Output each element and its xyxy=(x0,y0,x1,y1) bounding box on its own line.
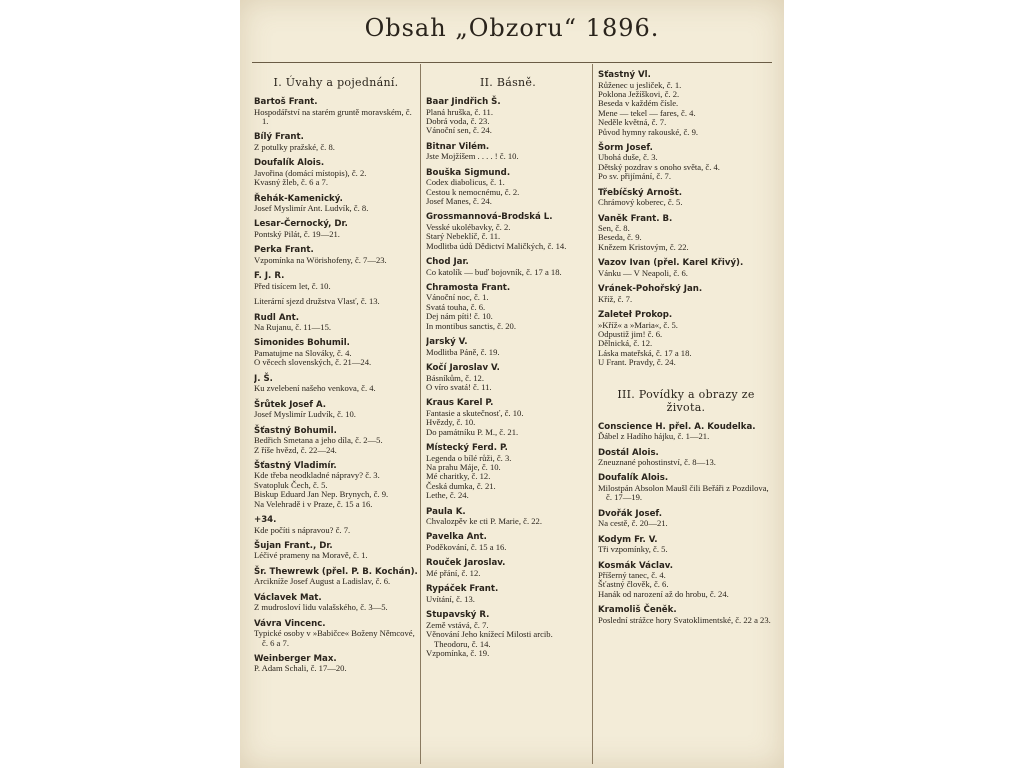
index-entry xyxy=(254,245,418,265)
entry-author: Simonides Bohumil. xyxy=(254,338,350,349)
index-entry xyxy=(598,473,774,502)
index-entry xyxy=(426,398,590,437)
entry-work: Růženec u jesliček, č. 1. xyxy=(598,79,682,90)
entry-work: Hanák od narození až do hrobu, č. 24. xyxy=(598,588,729,599)
entry-work: Vánku — V Neapoli, č. 6. xyxy=(598,267,688,278)
entry-work: Biskup Eduard Jan Nep. Brynych, č. 9. xyxy=(254,489,389,500)
entry-work: Vzpomínka na Wörishofeny, č. 7—23. xyxy=(254,254,387,265)
entry-author: Kočí Jaroslav V. xyxy=(426,363,500,373)
entry-author: Šr. Thewrewk (přel. P. B. Kochán). xyxy=(254,566,418,577)
entry-work: Česká dumka, č. 21. xyxy=(426,480,496,491)
entry-author: Paula K. xyxy=(426,506,466,517)
entry-work: Odpustiž jim! č. 6. xyxy=(598,329,663,339)
entry-work: Vesské ukolébavky, č. 2. xyxy=(426,221,511,232)
entry-work: Na Velehradě i v Praze, č. 15 a 16. xyxy=(254,498,373,509)
entry-author: Kraus Karel P. xyxy=(426,398,494,409)
entry-work: Modlitba Páně, č. 19. xyxy=(426,346,500,357)
entry-work: Poslední strážce hory Svatoklimentské, č. 22 a 23. xyxy=(598,614,771,625)
index-entry xyxy=(426,558,590,578)
index-entry xyxy=(598,284,774,304)
index-entry xyxy=(254,567,418,587)
entry-work: O víro svatá! č. 11. xyxy=(426,381,492,392)
entry-work: Vánoční sen, č. 24. xyxy=(426,125,492,136)
entry-work: Po sv. přijímání, č. 7. xyxy=(598,171,671,182)
entry-work: Cestou k nemocnému, č. 2. xyxy=(426,186,520,197)
entry-work: Josef Myslimír Ant. Ludvík, č. 8. xyxy=(254,203,369,214)
entry-work: »Kříž« a »Maria«, č. 5. xyxy=(598,319,678,330)
entry-work: Svatopluk Čech, č. 5. xyxy=(254,479,328,490)
entry-work: Dobrá voda, č. 23. xyxy=(426,115,490,126)
entry-author: Stupavský R. xyxy=(426,610,490,621)
index-entry xyxy=(426,257,590,277)
index-entry xyxy=(426,507,590,527)
entry-work: Z mudrosloví lidu valašského, č. 3—5. xyxy=(254,602,388,613)
entry-work: Modlitba údů Dědictví Maličkých, č. 14. xyxy=(426,240,567,251)
entry-work: Chvalozpěv ke cti P. Marie, č. 22. xyxy=(426,516,542,527)
entry-author: Weinberger Max. xyxy=(254,653,337,664)
entry-work: Dej nám píti! č. 10. xyxy=(426,311,493,322)
entry-author: Baar Jindřich Š. xyxy=(426,97,501,107)
entry-work: Beseda, č. 9. xyxy=(598,232,642,243)
entry-work: Zneuznané pohostinství, č. 8—13. xyxy=(598,457,716,468)
entry-work: Vánoční noc, č. 1. xyxy=(426,292,489,303)
entry-work: Na Rujanu, č. 11—15. xyxy=(254,322,332,333)
entry-work: U Frant. Pravdy, č. 24. xyxy=(598,357,676,368)
entry-work: Dětský pozdrav s onoho světa, č. 4. xyxy=(598,161,720,172)
entry-author: J. Š. xyxy=(254,373,273,384)
section-heading: III. Povídky a obrazy ze života. xyxy=(617,387,755,414)
entry-work: Kvasný žleb, č. 6 a 7. xyxy=(254,177,328,188)
entry-author: Rouček Jaroslav. xyxy=(426,558,506,569)
entry-work: Dělnická, č. 12. xyxy=(598,338,653,349)
entry-work: Z říše hvězd, č. 22—24. xyxy=(254,444,337,455)
entry-author: Kodym Fr. V. xyxy=(598,534,658,545)
entry-author: Šujan Frant., Dr. xyxy=(254,540,333,551)
entry-work: Léčivé prameny na Moravě, č. 1. xyxy=(254,550,368,561)
entry-work: Mé charitky, č. 12. xyxy=(426,471,491,482)
index-entry xyxy=(598,561,774,600)
entry-work: Před tisícem let, č. 10. xyxy=(254,280,331,291)
index-entry xyxy=(598,422,774,442)
entry-work: O věcech slovenských, č. 21—24. xyxy=(254,357,372,368)
index-entry xyxy=(598,214,774,253)
entry-work: Legenda o bílé růži, č. 3. xyxy=(426,452,512,463)
entry-author: Perka Frant. xyxy=(254,245,314,256)
index-entry xyxy=(598,310,774,368)
column-3 xyxy=(598,70,774,760)
index-entry xyxy=(426,212,590,251)
entry-work: Poklona Ježíškovi, č. 2. xyxy=(598,88,680,99)
entry-work: Básníkům, č. 12. xyxy=(426,372,485,383)
document-page xyxy=(240,0,784,768)
index-entry xyxy=(254,338,418,367)
entry-work: Codex diabolicus, č. 1. xyxy=(426,177,505,188)
index-entry xyxy=(426,363,590,392)
entry-work: Josef Myslimír Ludvík, č. 10. xyxy=(254,409,356,420)
entry-work: Poděkování, č. 15 a 16. xyxy=(426,541,507,552)
index-entry xyxy=(426,283,590,331)
index-entry xyxy=(254,194,418,214)
entry-work: Země vstává, č. 7. xyxy=(426,619,489,630)
entry-author: Místecký Ferd. P. xyxy=(426,443,508,454)
entry-work: Milostpán Absolon Maušl čili Beřáři z Pozdilova, č. 17—19. xyxy=(598,482,769,503)
entry-work: Uvítání, č. 13. xyxy=(426,593,475,604)
entry-work: Na cestě, č. 20—21. xyxy=(598,518,668,529)
entry-work: Svatá touha, č. 6. xyxy=(426,301,486,312)
index-entry xyxy=(254,374,418,394)
entry-work: Starý Nebeklíč, č. 11. xyxy=(426,231,501,242)
section-heading: II. Básně. xyxy=(479,76,537,89)
index-entry xyxy=(254,400,418,420)
entry-work: In montibus sanctis, č. 20. xyxy=(426,320,516,331)
entry-author: Šrůtek Josef A. xyxy=(254,399,327,410)
column-divider xyxy=(592,64,593,764)
index-entry xyxy=(254,132,418,152)
entry-work: Kříž, č. 7. xyxy=(598,293,633,304)
entry-author: Vaněk Frant. B. xyxy=(598,213,673,224)
entry-author: Jarský V. xyxy=(426,337,468,348)
entry-work: Neděle květná, č. 7. xyxy=(598,117,667,128)
entry-author: Vránek-Pohořský Jan. xyxy=(598,284,703,295)
index-entry xyxy=(254,541,418,561)
entry-work: Planá hruška, č. 11. xyxy=(426,106,493,117)
entry-author: Chramosta Frant. xyxy=(426,282,511,293)
entry-work: Vzpomínka, č. 19. xyxy=(426,647,490,658)
index-entry xyxy=(426,142,590,162)
entry-work: Tři vzpomínky, č. 5. xyxy=(598,544,668,555)
entry-work: Typické osoby v »Babičce« Boženy Němcové, č. 6 a 7. xyxy=(254,628,415,648)
index-entry xyxy=(426,97,590,136)
entry-work: P. Adam Schali, č. 17—20. xyxy=(254,663,347,674)
entry-work: Lethe, č. 24. xyxy=(426,490,469,501)
entry-work: Mene — tekel — fares, č. 4. xyxy=(598,107,696,118)
entry-work: Pamatujme na Slováky, č. 4. xyxy=(254,347,352,358)
column-1 xyxy=(254,70,418,760)
entry-work: Arcikníže Josef August a Ladislav, č. 6. xyxy=(254,576,391,587)
entry-author: Lesar-Černocký, Dr. xyxy=(254,219,348,230)
entry-work: Josef Manes, č. 24. xyxy=(426,195,492,206)
entry-work: Ubohá duše, č. 3. xyxy=(598,152,658,163)
index-entry xyxy=(254,97,418,126)
entry-work: Ďábel z Hadího hájku, č. 1—21. xyxy=(598,431,710,442)
index-entry xyxy=(254,158,418,187)
index-entry xyxy=(426,584,590,604)
entry-author: Vazov Ivan (přel. Karel Křivý). xyxy=(598,258,744,269)
column-divider xyxy=(420,64,421,764)
entry-author: Grossmannová-Brodská L. xyxy=(426,212,553,223)
index-entry xyxy=(254,219,418,239)
entry-author: Dvořák Josef. xyxy=(598,508,662,519)
entry-work: Co katolík — buď bojovník, č. 17 a 18. xyxy=(426,266,562,277)
entry-work: Kde třeba neodkladné nápravy? č. 3. xyxy=(254,470,380,481)
entry-work: Fantasie a skutečnosť, č. 10. xyxy=(426,407,524,418)
entry-author: Bílý Frant. xyxy=(254,132,304,143)
section-heading: I. Úvahy a pojednání. xyxy=(273,76,399,89)
index-entry xyxy=(426,168,590,207)
entry-work: Jste Mojžíšem . . . . ! č. 10. xyxy=(426,151,519,162)
entry-work: Beseda v každém čísle. xyxy=(598,98,679,109)
entry-author: Kramoliš Čeněk. xyxy=(598,605,677,616)
entry-work: Kde počíti s nápravou? č. 7. xyxy=(254,524,351,535)
entry-author: Rudl Ant. xyxy=(254,312,299,323)
index-entry xyxy=(254,461,418,509)
index-entry xyxy=(426,610,590,658)
index-entry xyxy=(598,188,774,208)
index-entry xyxy=(426,532,590,552)
title-rule xyxy=(252,62,772,63)
entry-author: F. J. R. xyxy=(254,271,285,282)
entry-work: Do památníku P. M., č. 21. xyxy=(426,426,519,437)
index-entry xyxy=(598,605,774,625)
entry-work: Sen, č. 8. xyxy=(598,223,630,234)
entry-work: Věnování Jeho knížecí Milosti arcib. Theodoru, č. 14. xyxy=(426,629,553,649)
entry-work: Hvězdy, č. 10. xyxy=(426,417,476,428)
index-entry xyxy=(254,593,418,613)
entry-work: Knězem Kristovým, č. 22. xyxy=(598,241,689,252)
index-entry xyxy=(254,426,418,455)
entry-work: Javořina (domácí místopis), č. 2. xyxy=(254,167,367,178)
entry-author: Chod Jar. xyxy=(426,257,469,268)
entry-author: Pavelka Ant. xyxy=(426,532,487,543)
entry-work: Hospodářství na starém gruntě moravském, č. 1. xyxy=(254,106,412,126)
entry-author: Doufalík Alois. xyxy=(598,473,669,484)
entry-author: Vávra Vincenc. xyxy=(254,618,326,629)
entry-author: Šťastný Bohumil. xyxy=(254,425,337,436)
index-entry xyxy=(254,654,418,674)
document-title: Obsah „Obzoru“ 1896. xyxy=(364,14,660,42)
entry-author: Kosmák Václav. xyxy=(598,560,673,571)
entry-work: Pontský Pilát, č. 19—21. xyxy=(254,228,340,239)
entry-work: Příšerný tanec, č. 4. xyxy=(598,570,666,581)
entry-author: Václavek Mat. xyxy=(254,592,322,603)
entry-author: Bouška Sigmund. xyxy=(426,167,511,178)
entry-work: Původ hymny rakouské, č. 9. xyxy=(598,126,699,137)
entry-author: Dostál Alois. xyxy=(598,447,659,458)
index-entry xyxy=(598,448,774,468)
entry-author: +34. xyxy=(254,515,277,526)
entry-work: Šťastný člověk, č. 6. xyxy=(598,579,669,590)
index-entry xyxy=(254,271,418,291)
entry-work: Bedřich Smetana a jeho díla, č. 2—5. xyxy=(254,435,383,446)
index-entry xyxy=(426,337,590,357)
entry-work: Na prahu Máje, č. 10. xyxy=(426,461,501,472)
index-entry xyxy=(598,509,774,529)
entry-author: Třebíčský Arnošt. xyxy=(598,187,682,198)
index-entry xyxy=(254,619,418,648)
index-entry xyxy=(598,143,774,182)
index-entry xyxy=(254,515,418,535)
index-entry xyxy=(598,70,774,137)
entry-work: Chrámový koberec, č. 5. xyxy=(598,197,683,208)
entry-author: Zaleteł Prokop. xyxy=(598,310,673,321)
index-entry xyxy=(598,535,774,555)
entry-author: Rypáček Frant. xyxy=(426,584,499,595)
entry-author: Conscience H. přel. A. Koudelka. xyxy=(598,421,756,432)
index-entry xyxy=(426,443,590,501)
index-entry xyxy=(598,258,774,278)
entry-author: Řehák-Kamenický. xyxy=(254,193,343,204)
entry-author: Bitnar Vilém. xyxy=(426,141,490,152)
entry-work: Láska mateřská, č. 17 a 18. xyxy=(598,347,692,358)
index-entry xyxy=(254,313,418,333)
entry-author: Doufalík Alois. xyxy=(254,158,325,169)
column-2 xyxy=(426,70,590,760)
entry-author: Šťastný Vl. xyxy=(598,70,651,80)
entry-work: Z potulky pražské, č. 8. xyxy=(254,141,335,152)
entry-author: Bartoš Frant. xyxy=(254,97,318,107)
entry-work: Mé přání, č. 12. xyxy=(426,567,481,578)
index-entry xyxy=(254,297,418,306)
entry-work: Ku zvelebení našeho venkova, č. 4. xyxy=(254,383,376,394)
entry-work: Literární sjezd družstva Vlasť, č. 13. xyxy=(254,296,380,307)
entry-author: Šťastný Vladimír. xyxy=(254,460,337,471)
entry-author: Šorm Josef. xyxy=(598,142,653,153)
